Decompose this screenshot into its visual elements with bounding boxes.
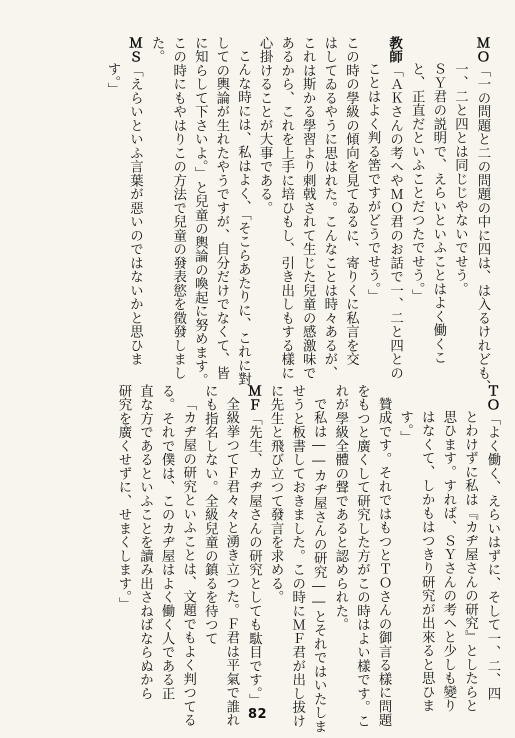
paragraph-line: た。 (149, 36, 165, 64)
paragraph-line: この時にもやはりこの方法で兒童の發表慾を徵發しまし (170, 36, 186, 380)
line-to-1: ＴＯ「よく働く、えらいはずに、そして一、二、四 (484, 384, 500, 701)
line-mo-4: と、正直だといふことだつたでせう。」 (409, 62, 425, 303)
line-mo-1: ＭＯ「一の問題と二の問題の中に四は、は入るけれども、 (474, 36, 490, 394)
paragraph-line: をもつと廣くして研究した方がこの時はよい樣です。こ (354, 384, 370, 728)
speaker-label: ＴＯ (484, 384, 500, 412)
paragraph-line: 心掛けることが大事である。 (257, 36, 273, 215)
paragraph-line: にも指名しない。全級兒童の鎮るを待つて (202, 384, 218, 646)
page-number: 82 (247, 707, 268, 722)
paragraph-line: 贊成です。それではもつとＴＯさんの御言る樣に問題 (376, 397, 392, 727)
line-ms-2: す。」 (104, 62, 120, 97)
speaker-label: 教師 (386, 36, 403, 64)
line-ms-1: ＭＳ「えらいといふ言葉が惡いのではないかと思ひま (126, 36, 143, 366)
speaker-label: ＭＦ (245, 384, 262, 412)
line-mo-3: ＳＹ君の説明で、えらいといふことはよく働くこ (430, 62, 446, 365)
paragraph-line: せうと板書しておきました。この時にＭＦ君が出し拔け (289, 384, 305, 728)
line-teacher-1: 教師「ＡＫさんの考へやＭＯ君のお話で一、二と四との (386, 36, 403, 380)
paragraph-line: しての輿論が生れたやうですが、自分だけでなくて、皆 (213, 36, 229, 380)
speaker-label: ＭＯ (474, 36, 490, 64)
line-teacher-2: ことはよく判る筈ですがどうでせう。」 (365, 62, 381, 303)
line-to-5: す。」 (397, 410, 413, 445)
paragraph-line: れが學級全體の聲であると認められた。 (332, 384, 348, 632)
paragraph-line: 直な方であるといふことを讀み出さねばならぬから (137, 384, 153, 701)
line-to-2: とわけずに私は『カヂ屋さんの研究』としたらと (462, 410, 478, 713)
paragraph-line: 全級挙つてＦ君々々と湧き立つた。Ｆ君は平氣で誰れ (223, 397, 239, 727)
paragraph-line: る。それで僕は、このカヂ屋はよく働く人である正 (159, 384, 175, 701)
upper-text-block (101, 36, 493, 394)
paragraph-line: あるから、これを上手に培ひもし、引き出しもする樣に (278, 36, 294, 380)
paragraph-line: に先生と飛び立つて發言を求める。 (268, 384, 284, 604)
speaker-label: ＭＳ (126, 36, 143, 64)
paragraph-line: こんな時には、私はよく、「そこらあたりに、これに對 (235, 49, 251, 387)
paragraph-line: この時の學級の傾向を見てゐるに、寄りくに私言を交 (343, 36, 359, 366)
paragraph-line: 研究を廣くせずに、せまくします。」 (115, 384, 131, 612)
line-to-3: 思ひます。すれば、ＳＹさんの考へと少しも變り (440, 410, 456, 713)
line-mf-1: ＭＦ「先生、カヂ屋さんの研究としても駄目です。」 (245, 384, 262, 708)
paragraph-line: に知らして下さいよ。」と兒童の輿論の喚起に努めます。 (192, 36, 208, 387)
paragraph-line: これは斯かる學習より刺戟されて生じた兒童の感激味で (300, 36, 316, 380)
paragraph-line: で私は――カヂ屋さんの研究――とそれではいたしま (311, 397, 327, 734)
paragraph-line: はしてゐるやうに思はれた。こんなことは時々あるが、 (321, 36, 337, 380)
paragraph-line: 「カヂ屋の研究といふことは、文題でもよく判つてる (180, 397, 196, 727)
line-mo-2: 一、二と四とは同じじやないでせう。 (452, 62, 468, 296)
line-to-4: はなくて、しかもはつきり研究が出來ると思ひま (419, 410, 435, 713)
